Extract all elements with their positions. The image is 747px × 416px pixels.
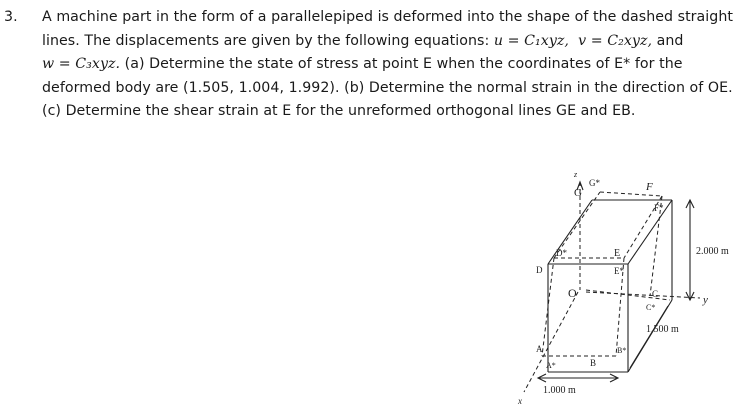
label-g-star: G* [589,178,600,188]
label-d: D [536,265,543,275]
label-o: O [568,286,577,300]
dim-height-label: 2.000 m [696,246,729,257]
problem-number: 3. [4,9,18,25]
dim-depth-line [630,306,668,368]
label-y: y [703,294,708,306]
label-c-star: C* [646,303,656,312]
edge-f-e [628,200,672,264]
equation-u: u = C₁xyz, [493,32,569,49]
label-a: A [536,344,543,354]
label-e: E [614,248,621,259]
problem-line-2-text: lines. The displacements are given by the following equations: [42,32,494,49]
edge-d-g [548,200,592,264]
label-e-star: E* [614,266,624,276]
label-a-star: A* [546,361,556,370]
axis-x [524,292,578,392]
label-f: F [646,181,653,193]
problem-line-1: A machine part in the form of a parallelepiped is deformed into the shape of the dashed straight [42,9,734,25]
label-z: z [574,170,578,179]
label-b-star: B* [617,346,627,355]
equation-w: w = C₃xyz. [42,56,121,72]
label-d-star: D* [556,248,567,258]
label-x: x [518,396,522,406]
label-b: B [590,358,597,368]
dim-width-label: 1.000 m [543,385,576,396]
label-f-star: F* [654,203,664,213]
label-c: C [652,289,659,299]
problem-line-5: (c) Determine the shear strain at E for the unreformed orthogonal lines GE and EB. [42,103,636,119]
problem-line-4: deformed body are (1.505, 1.004, 1.992). (b) Determine the normal strain in the direction of OE. [42,79,733,96]
label-g: G [574,187,582,199]
dim-depth-label: 1.500 m [646,324,679,335]
problem-line-2-end: and [652,32,684,49]
problem-line-3-text: (a) Determine the state of stress at point E when the coordinates of E* for the [120,56,683,72]
equation-v: v = C₂xyz, [578,32,653,49]
